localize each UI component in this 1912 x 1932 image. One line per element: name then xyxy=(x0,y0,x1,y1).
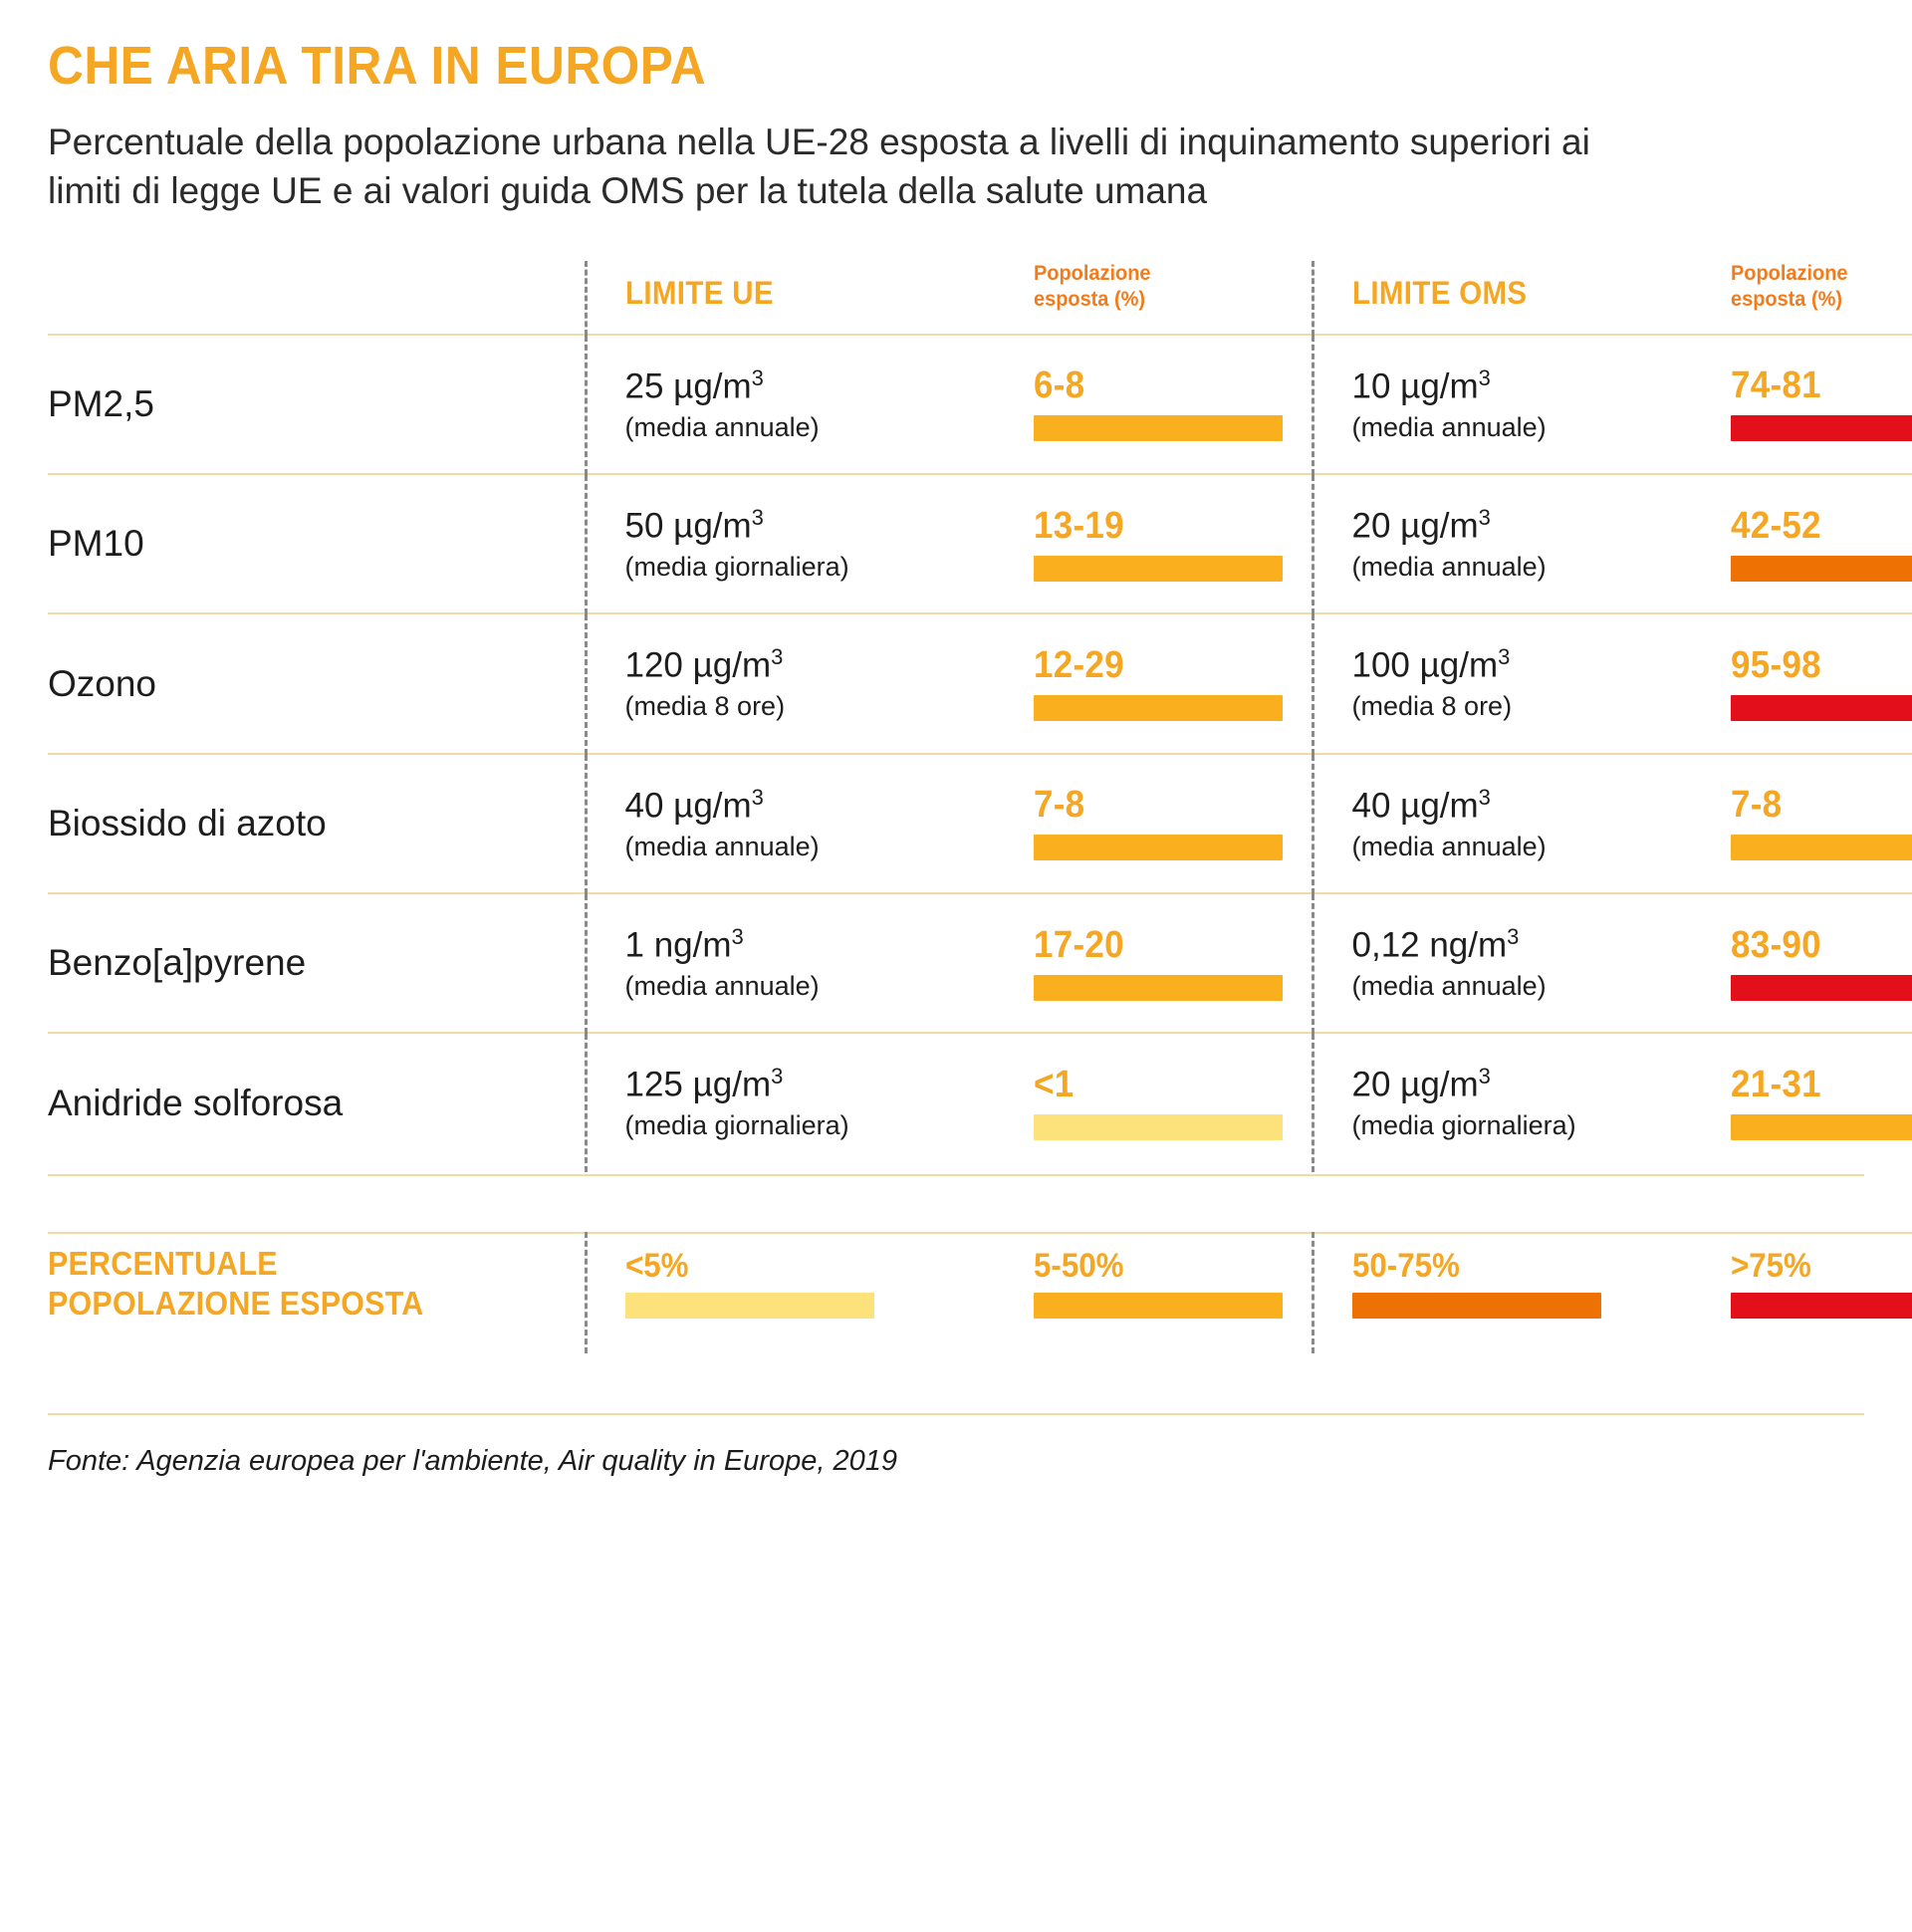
who-limit-exponent: 3 xyxy=(1478,364,1491,390)
pollutant-name: PM10 xyxy=(48,523,144,565)
eu-pop xyxy=(1034,893,1313,1033)
who-pop xyxy=(1731,754,1912,893)
eu-limit-exponent: 3 xyxy=(731,924,744,950)
eu-pop-value: 17-20 xyxy=(1034,923,1124,966)
col-header-who-pop: Popolazione esposta (%) xyxy=(1731,262,1848,311)
who-pop-value: 7-8 xyxy=(1731,784,1783,827)
who-pop-value: 42-52 xyxy=(1731,504,1821,547)
eu-limit-note: (media annuale) xyxy=(624,971,820,1002)
legend-label: <5% xyxy=(624,1246,688,1285)
pollutant-name: Ozono xyxy=(48,662,157,704)
legend xyxy=(48,1232,1912,1354)
eu-pop-value: 13-19 xyxy=(1034,504,1124,547)
pollutant-name: Benzo[a]pyrene xyxy=(48,942,307,984)
eu-pop-bar xyxy=(1034,835,1283,860)
who-limit-value: 0,12 ng/m xyxy=(1351,925,1508,965)
col-header-who-limit: LIMITE OMS xyxy=(1313,261,1731,334)
eu-limit-note: (media giornaliera) xyxy=(624,552,849,583)
legend-item-2 xyxy=(1313,1233,1731,1354)
who-limit-exponent: 3 xyxy=(1478,505,1491,531)
eu-limit xyxy=(586,613,1034,753)
eu-limit xyxy=(586,474,1034,613)
who-limit-note: (media 8 ore) xyxy=(1351,691,1513,722)
col-header-pollutant xyxy=(48,261,586,334)
eu-limit xyxy=(586,893,1034,1033)
who-limit-note: (media annuale) xyxy=(1351,552,1547,583)
eu-pop-bar xyxy=(1034,695,1283,721)
eu-pop-value: <1 xyxy=(1034,1064,1075,1106)
page-subtitle: Percentuale della popolazione urbana nella UE-28 esposta a livelli di inquinamento superiori ai limiti di legge UE e ai valori guida OMS per la tutela della salute umana xyxy=(48,121,1590,211)
who-limit xyxy=(1313,893,1731,1033)
who-limit-exponent: 3 xyxy=(1507,924,1520,950)
eu-limit-value: 40 µg/m xyxy=(624,786,752,826)
eu-limit-exponent: 3 xyxy=(751,505,764,531)
pollutant-name: Biossido di azoto xyxy=(48,802,327,844)
pollutant-name: Anidride solforosa xyxy=(48,1082,344,1123)
legend-swatch xyxy=(1352,1293,1601,1319)
eu-limit xyxy=(586,754,1034,893)
who-limit-exponent: 3 xyxy=(1478,784,1491,810)
who-pop-bar xyxy=(1731,1114,1912,1140)
who-limit xyxy=(1313,1033,1731,1171)
eu-limit-value: 50 µg/m xyxy=(624,506,752,546)
who-pop xyxy=(1731,335,1912,474)
legend-swatch xyxy=(625,1293,874,1319)
who-limit-note: (media annuale) xyxy=(1351,831,1547,861)
who-pop-bar xyxy=(1731,695,1912,721)
col-header-eu-limit: LIMITE UE xyxy=(586,261,1034,334)
eu-pop xyxy=(1034,754,1313,893)
eu-pop-bar xyxy=(1034,415,1283,441)
legend-swatch xyxy=(1731,1293,1912,1319)
who-limit-exponent: 3 xyxy=(1478,1064,1491,1089)
eu-limit-note: (media annuale) xyxy=(624,831,820,861)
who-limit-value: 20 µg/m xyxy=(1351,1066,1479,1105)
table-row xyxy=(48,335,1912,474)
eu-pop-bar xyxy=(1034,1114,1283,1140)
who-limit-value: 10 µg/m xyxy=(1351,366,1479,406)
eu-limit-value: 125 µg/m xyxy=(624,1066,772,1105)
eu-pop-bar xyxy=(1034,975,1283,1001)
eu-pop xyxy=(1034,613,1313,753)
legend-swatch xyxy=(1034,1293,1283,1319)
legend-label: 50-75% xyxy=(1351,1246,1460,1285)
legend-title xyxy=(48,1233,586,1354)
who-pop-bar xyxy=(1731,556,1912,582)
who-limit-value: 100 µg/m xyxy=(1351,646,1499,686)
who-pop-value: 83-90 xyxy=(1731,923,1821,966)
eu-pop xyxy=(1034,474,1313,613)
legend-divider xyxy=(48,1174,1864,1176)
eu-limit-note: (media giornaliera) xyxy=(624,1110,849,1141)
eu-limit-exponent: 3 xyxy=(771,1064,784,1089)
legend-label: >75% xyxy=(1731,1246,1811,1285)
legend-title-line2: POPOLAZIONE ESPOSTA xyxy=(48,1285,424,1323)
legend-item-1 xyxy=(1034,1233,1313,1354)
who-limit-value: 40 µg/m xyxy=(1351,786,1479,826)
who-pop-value: 21-31 xyxy=(1731,1064,1821,1106)
who-pop xyxy=(1731,1033,1912,1171)
who-limit-exponent: 3 xyxy=(1498,644,1511,670)
who-pop-bar xyxy=(1731,415,1912,441)
eu-pop xyxy=(1034,1033,1313,1171)
who-limit xyxy=(1313,613,1731,753)
eu-limit-value: 25 µg/m xyxy=(624,366,752,406)
page-title: CHE ARIA TIRA IN EUROPA xyxy=(48,36,707,96)
pollutant-name: PM2,5 xyxy=(48,382,154,424)
who-limit-note: (media annuale) xyxy=(1351,971,1547,1002)
eu-limit-value: 120 µg/m xyxy=(624,646,772,686)
source-note: Fonte: Agenzia europea per l'ambiente, Air quality in Europe, 2019 xyxy=(48,1445,897,1478)
who-pop xyxy=(1731,893,1912,1033)
eu-limit-exponent: 3 xyxy=(751,784,764,810)
who-pop-bar xyxy=(1731,975,1912,1001)
eu-limit-note: (media annuale) xyxy=(624,411,820,442)
who-limit-value: 20 µg/m xyxy=(1351,506,1479,546)
who-limit-note: (media annuale) xyxy=(1351,411,1547,442)
legend-title-line1: PERCENTUALE xyxy=(48,1244,278,1282)
who-limit xyxy=(1313,754,1731,893)
who-limit xyxy=(1313,335,1731,474)
eu-limit xyxy=(586,1033,1034,1171)
who-pop-bar xyxy=(1731,835,1912,860)
air-quality-table xyxy=(48,261,1912,1171)
who-pop xyxy=(1731,613,1912,753)
eu-limit-exponent: 3 xyxy=(751,364,764,390)
table-row xyxy=(48,754,1912,893)
eu-pop-value: 7-8 xyxy=(1034,784,1085,827)
table-body xyxy=(48,335,1912,1172)
eu-pop-value: 6-8 xyxy=(1034,364,1085,407)
table-row xyxy=(48,474,1912,613)
who-pop-value: 95-98 xyxy=(1731,644,1821,687)
who-limit xyxy=(1313,474,1731,613)
who-pop xyxy=(1731,474,1912,613)
who-limit-note: (media giornaliera) xyxy=(1351,1110,1576,1141)
table-row xyxy=(48,613,1912,753)
eu-limit-exponent: 3 xyxy=(771,644,784,670)
eu-limit xyxy=(586,335,1034,474)
col-header-eu-pop: Popolazione esposta (%) xyxy=(1034,262,1151,311)
legend-item-3 xyxy=(1731,1233,1912,1354)
legend-label: 5-50% xyxy=(1034,1246,1124,1285)
who-pop-value: 74-81 xyxy=(1731,364,1821,407)
table-header xyxy=(48,261,1912,334)
eu-pop-value: 12-29 xyxy=(1034,644,1124,687)
legend-item-0 xyxy=(586,1233,1034,1354)
eu-pop-bar xyxy=(1034,556,1283,582)
eu-pop xyxy=(1034,335,1313,474)
eu-limit-note: (media 8 ore) xyxy=(624,691,786,722)
table-row xyxy=(48,893,1912,1033)
table-row xyxy=(48,1033,1912,1171)
eu-limit-value: 1 ng/m xyxy=(624,925,732,965)
